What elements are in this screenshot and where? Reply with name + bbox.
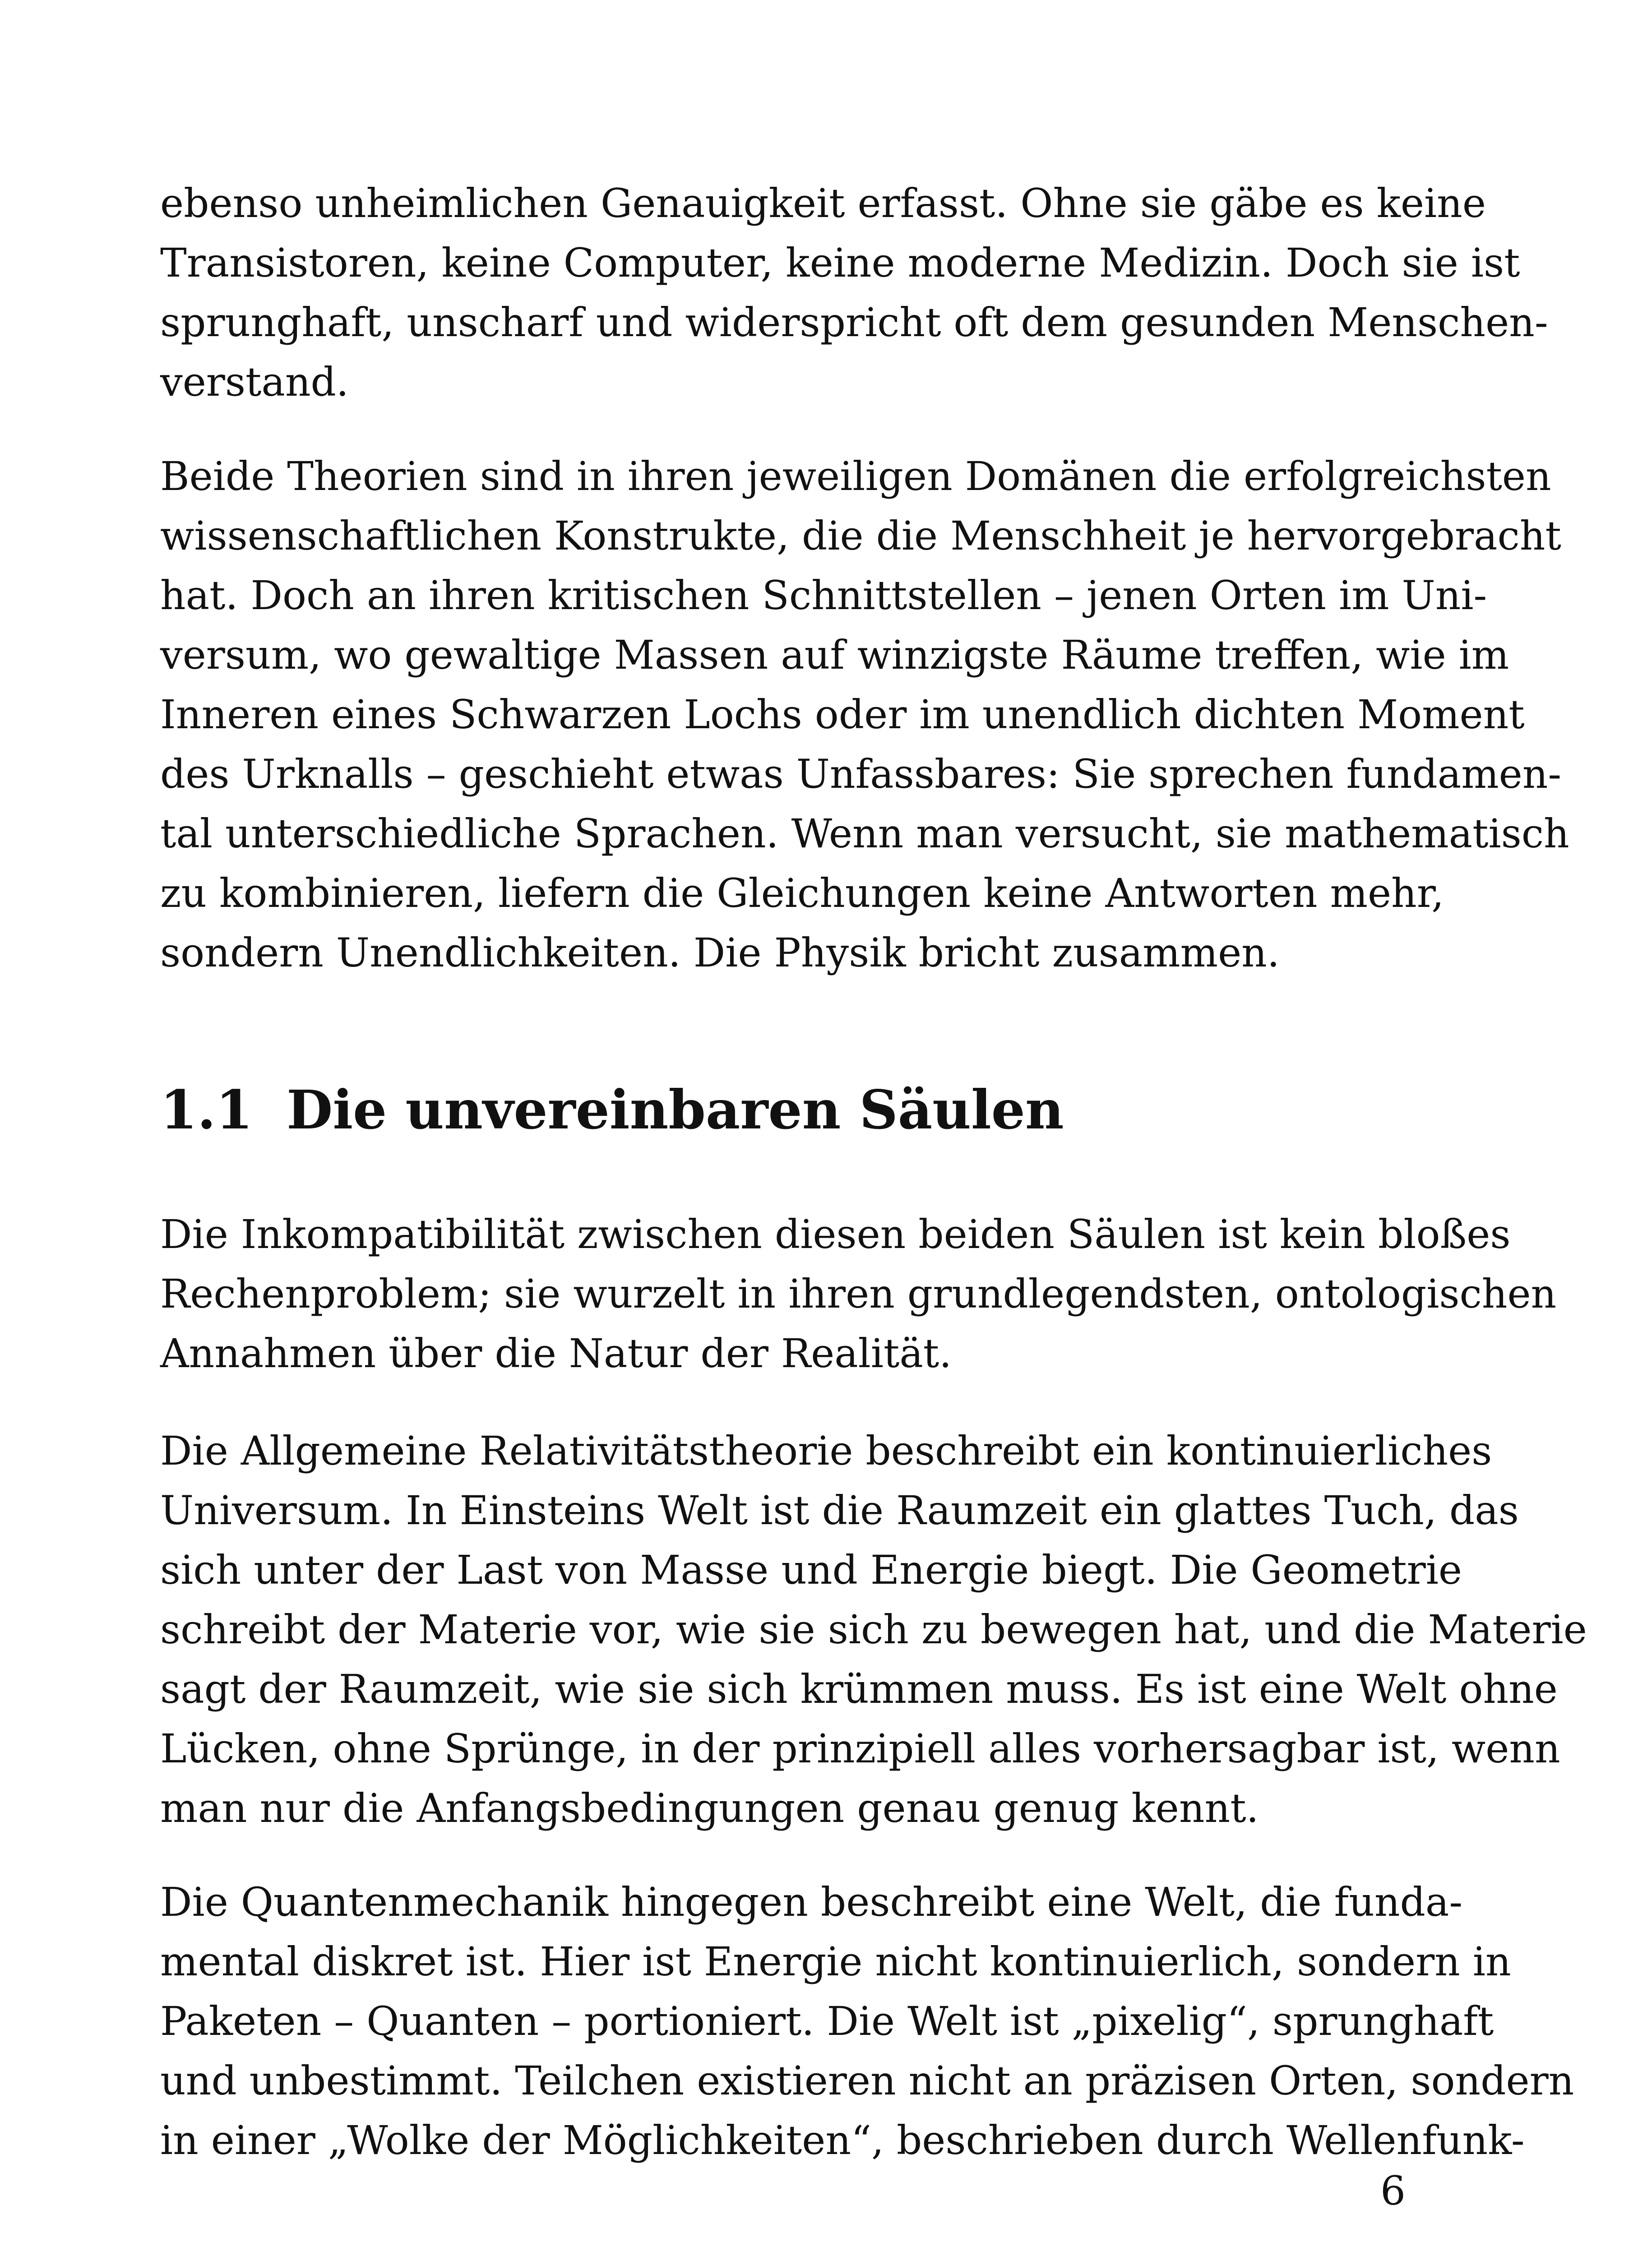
text-line: sondern Unendlichkeiten. Die Physik bricht zusammen. xyxy=(160,929,1280,976)
text-line: sagt der Raumzeit, wie sie sich krümmen muss. Es ist eine Welt ohne xyxy=(160,1666,1558,1712)
text-line: man nur die Anfangsbedingungen genau genug kennt. xyxy=(160,1785,1259,1831)
text-line: Lücken, ohne Sprünge, in der prinzipiell alles vorhersagbar ist, wenn xyxy=(160,1725,1560,1772)
text-line: schreibt der Materie vor, wie sie sich zu bewegen hat, und die Materie xyxy=(160,1606,1587,1653)
text-line: Universum. In Einsteins Welt ist die Raumzeit ein glattes Tuch, das xyxy=(160,1487,1519,1534)
text-line: verstand. xyxy=(160,359,349,405)
text-line: sprunghaft, unscharf und widerspricht oft dem gesunden Menschen- xyxy=(160,299,1548,346)
section-title: Die unvereinbaren Säulen xyxy=(287,1078,1064,1141)
text-line: mental diskret ist. Hier ist Energie nicht kontinuierlich, sondern in xyxy=(160,1938,1511,1985)
section-heading xyxy=(160,1074,1064,1146)
section-number: 1.1 xyxy=(160,1078,253,1141)
text-line: Die Allgemeine Relativitätstheorie beschreibt ein kontinuierliches xyxy=(160,1428,1492,1474)
text-line: Die Quantenmechanik hingegen beschreibt eine Welt, die funda- xyxy=(160,1879,1463,1925)
text-line: sich unter der Last von Masse und Energie biegt. Die Geometrie xyxy=(160,1547,1462,1593)
text-line: Die Inkompatibilität zwischen diesen beiden Säulen ist kein bloßes xyxy=(160,1211,1511,1257)
text-line: des Urknalls – geschieht etwas Unfassbares: Sie sprechen fundamen- xyxy=(160,751,1562,797)
text-line: und unbestimmt. Teilchen existieren nicht an präzisen Orten, sondern xyxy=(160,2057,1574,2104)
text-line: tal unterschiedliche Sprachen. Wenn man versucht, sie mathematisch xyxy=(160,810,1569,857)
text-line: versum, wo gewaltige Massen auf winzigste Räume treffen, wie im xyxy=(160,632,1509,678)
page-number: 6 xyxy=(1380,2168,1406,2214)
text-line: Transistoren, keine Computer, keine moderne Medizin. Doch sie ist xyxy=(160,240,1520,286)
text-line: Paketen – Quanten – portioniert. Die Welt ist „pixelig“, sprunghaft xyxy=(160,1998,1494,2044)
text-line: wissenschaftlichen Konstrukte, die die Menschheit je hervorgebracht xyxy=(160,513,1561,559)
text-line: in einer „Wolke der Möglichkeiten“, beschrieben durch Wellenfunk- xyxy=(160,2117,1525,2164)
text-line: hat. Doch an ihren kritischen Schnittstellen – jenen Orten im Uni- xyxy=(160,572,1487,619)
text-line: Annahmen über die Natur der Realität. xyxy=(160,1330,952,1377)
text-line: Inneren eines Schwarzen Lochs oder im unendlich dichten Moment xyxy=(160,691,1525,738)
text-line: Rechenproblem; sie wurzelt in ihren grundlegendsten, ontologischen xyxy=(160,1271,1557,1317)
text-line: zu kombinieren, liefern die Gleichungen keine Antworten mehr, xyxy=(160,870,1444,916)
text-line: Beide Theorien sind in ihren jeweiligen Domänen die erfolgreichsten xyxy=(160,453,1551,499)
text-line: ebenso unheimlichen Genauigkeit erfasst. Ohne sie gäbe es keine xyxy=(160,180,1486,227)
